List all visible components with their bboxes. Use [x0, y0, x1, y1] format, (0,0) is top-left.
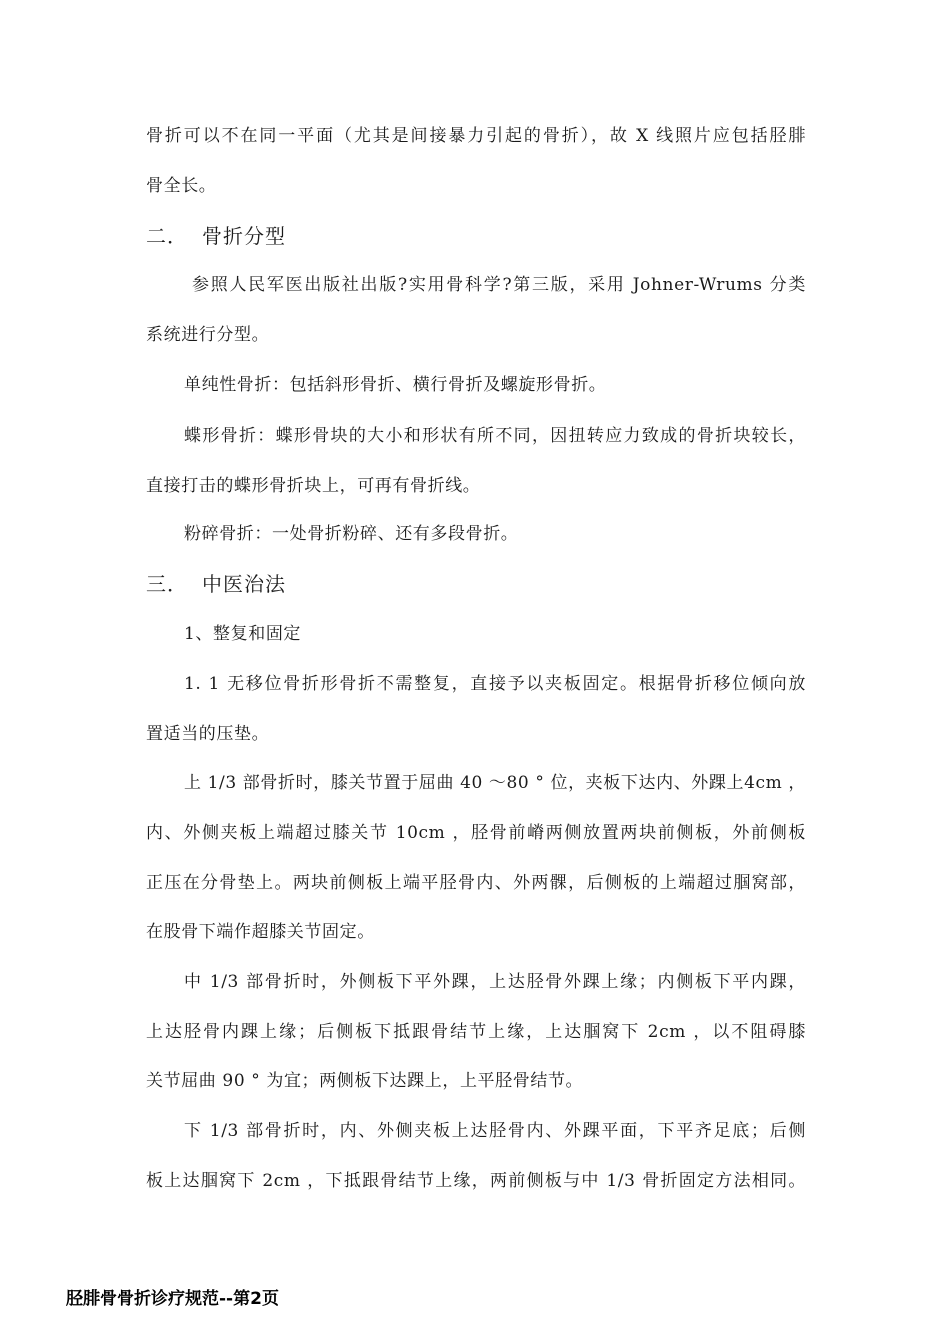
page-footer: 胫腓骨骨折诊疗规范--第2页 [66, 1289, 279, 1309]
paragraph-line: 关节屈曲 90 ° 为宜；两侧板下达踝上，上平胫骨结节。 [146, 1071, 584, 1091]
paragraph-line: 正压在分骨垫上。两块前侧板上端平胫骨内、外两髁，后侧板的上端超过腘窝部， [146, 873, 806, 893]
section-title: 中医治法 [202, 572, 286, 596]
paragraph-line: 下 1/3 部骨折时，内、外侧夹板上达胫骨内、外踝平面，下平齐足底；后侧 [184, 1121, 806, 1141]
paragraph-line: 1. 1 无移位骨折形骨折不需整复，直接予以夹板固定。根据骨折移位倾向放 [184, 674, 806, 694]
section-heading-classification [146, 223, 286, 249]
paragraph-line: 骨折可以不在同一平面（尤其是间接暴力引起的骨折），故 X 线照片应包括胫腓 [146, 126, 806, 146]
section-number: 三． [146, 572, 188, 596]
paragraph-line: 置适当的压垫。 [146, 724, 270, 744]
paragraph-line: 单纯性骨折：包括斜形骨折、横行骨折及螺旋形骨折。 [184, 375, 607, 395]
paragraph-line: 系统进行分型。 [146, 325, 270, 345]
paragraph-line: 1、整复和固定 [184, 624, 302, 644]
paragraph-line: 中 1/3 部骨折时，外侧板下平外踝，上达胫骨外踝上缘；内侧板下平内踝， [184, 972, 806, 992]
section-title: 骨折分型 [202, 224, 286, 248]
paragraph-line: 骨全长。 [146, 176, 217, 196]
paragraph-line: 板上达腘窝下 2cm ，下抵跟骨结节上缘，两前侧板与中 1/3 骨折固定方法相同。 [146, 1171, 806, 1191]
paragraph-line: 上达胫骨内踝上缘；后侧板下抵跟骨结节上缘，上达腘窝下 2cm ，以不阻碍膝 [146, 1022, 806, 1042]
section-number: 二． [146, 224, 188, 248]
paragraph-line: 参照人民军医出版社出版?实用骨科学?第三版，采用 Johner-Wrums 分类 [192, 275, 806, 295]
paragraph-line: 粉碎骨折：一处骨折粉碎、还有多段骨折。 [184, 524, 519, 544]
paragraph-line: 上 1/3 部骨折时，膝关节置于屈曲 40 ～80 ° 位，夹板下达内、外踝上4cm ， [184, 773, 806, 793]
paragraph-line: 内、外侧夹板上端超过膝关节 10cm ，胫骨前嵴两侧放置两块前侧板，外前侧板 [146, 823, 806, 843]
paragraph-line: 蝶形骨折：蝶形骨块的大小和形状有所不同，因扭转应力致成的骨折块较长， [184, 426, 806, 446]
paragraph-line: 在股骨下端作超膝关节固定。 [146, 922, 375, 942]
section-heading-tcm-treatment [146, 571, 286, 597]
paragraph-line: 直接打击的蝶形骨折块上，可再有骨折线。 [146, 476, 481, 496]
